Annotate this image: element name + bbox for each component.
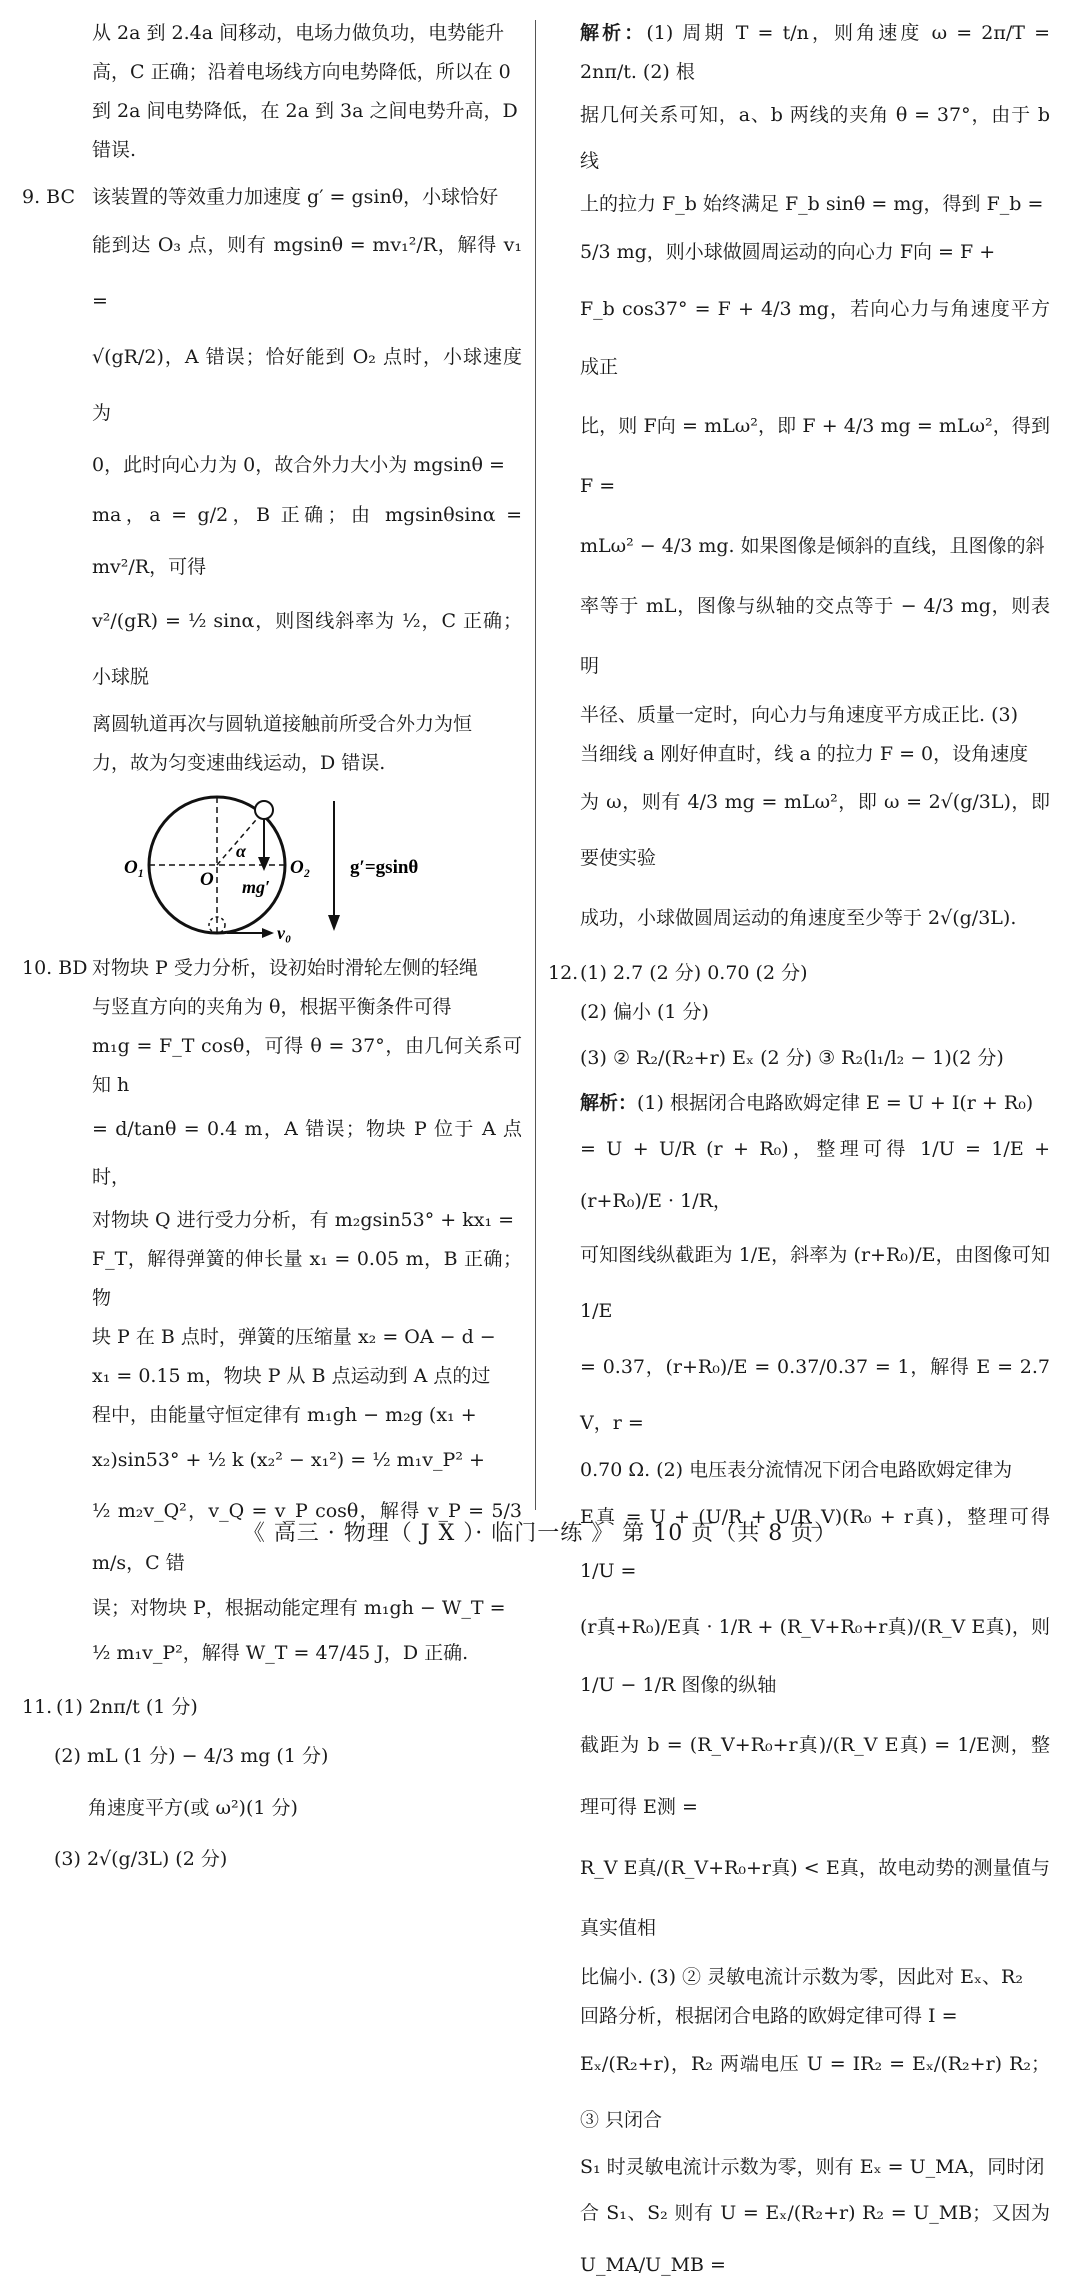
analysis-label: 解析： [580,1092,638,1114]
label-o: O [200,869,214,890]
text-line: 上的拉力 F_b 始终满足 F_b sinθ = mg，得到 F_b = [580,193,1044,215]
text-line: 程中，由能量守恒定律有 m₁gh − m₂g (x₁ + [92,1404,477,1426]
text-line: ma，a = g/2，B 正确；由 mgsinθsinα = mv²/R，可得 [92,504,522,578]
text-line: = 0.37，(r+R₀)/E = 0.37/0.37 = 1，解得 E = 2.7 V，r = [580,1356,1050,1434]
question-number: 10. BD [22,957,88,979]
answer-line: (2) 偏小 (1 分) [580,1001,709,1023]
label-g-equivalent: g′=gsinθ [350,857,419,878]
text-line: 块 P 在 B 点时，弹簧的压缩量 x₂ = OA − d − [92,1326,496,1348]
label-mg: mg′ [242,877,271,897]
text-line: 据几何关系可知，a、b 两线的夹角 θ = 37°，由于 b 线 [580,104,1050,172]
text-line: 合 S₁、S₂ 则有 U = Eₓ/(R₂+r) R₂ = U_MB；又因为 U_MA/U_MB = [580,2202,1050,2276]
q12-analysis [548,1084,1050,2291]
text-line: F_b cos37° = F + 4/3 mg，若向心力与角速度平方成正 [580,298,1050,378]
q10-block [22,949,522,1678]
text-line: Eₓ/(R₂+r)，R₂ 两端电压 U = IR₂ = Eₓ/(R₂+r) R₂；③ 只闭合 [580,2053,1050,2131]
text-line: 比偏小. (3) ② 灵敏电流计示数为零，因此对 Eₓ、R₂ [580,1966,1023,1988]
text-line: 对物块 P 受力分析，设初始时滑轮左侧的轻绳 [92,957,478,979]
circle-track-figure [112,793,532,943]
text-line: 错误. [92,139,137,161]
question-number: 9. BC [22,186,76,208]
answer-line: 角速度平方(或 ω²)(1 分) [88,1797,298,1819]
question-number: 12. [548,962,579,984]
q11-analysis [548,14,1050,950]
text-line: 可知图线纵截距为 1/E，斜率为 (r+R₀)/E，由图像可知 1/E [580,1244,1050,1322]
text-line: = U + U/R (r + R₀)，整理可得 1/U = 1/E + (r+R₀)/E · 1/R， [580,1138,1050,1212]
text-line: 半径、质量一定时，向心力与角速度平方成正比. (3) [580,704,1018,726]
text-line: 为 ω，则有 4/3 mg = mLω²，即 ω = 2√(g/3L)，即要使实验 [580,791,1050,869]
answer-line: (1) 2.7 (2 分) 0.70 (2 分) [580,962,808,984]
text-line: (1) 周期 T = t/n，则角速度 ω = 2π/T = 2nπ/t. (2) 根 [580,22,1050,83]
text-line: 到 2a 间电势降低，在 2a 到 3a 之间电势升高，D [92,100,518,122]
text-line: x₂)sin53° + ½ k (x₂² − x₁²) = ½ m₁v_P² + [92,1449,485,1471]
text-line: x₁ = 0.15 m，物块 P 从 B 点运动到 A 点的过 [92,1365,491,1387]
left-column [22,14,522,1887]
answer-line: (2) mL (1 分) − 4/3 mg (1 分) [54,1745,329,1767]
text-line: 回路分析，根据闭合电路的欧姆定律可得 I = [580,2005,958,2027]
text-line: 当细线 a 刚好伸直时，线 a 的拉力 F = 0，设角速度 [580,743,1029,765]
q12-block [548,954,1050,2291]
text-line: √(gR/2)，A 错误；恰好能到 O₂ 点时，小球速度为 [92,346,522,424]
question-number: 11. [22,1696,53,1718]
q8-continuation [22,14,522,170]
answer-line: (3) 2√(g/3L) (2 分) [54,1848,228,1870]
text-line: ½ m₁v_P²，解得 W_T = 47/45 J，D 正确. [92,1642,469,1664]
text-line: 力，故为匀变速曲线运动，D 错误. [92,752,386,774]
text-line: 误；对物块 P，根据动能定理有 m₁gh − W_T = [92,1597,506,1619]
q9-block [22,178,522,783]
answer-line: (3) ② R₂/(R₂+r) Eₓ (2 分) ③ R₂(l₁/l₂ − 1)(2 分) [580,1047,1004,1069]
circle-diagram [112,793,532,943]
text-line: 离圆轨道再次与圆轨道接触前所受合外力为恒 [92,713,473,735]
text-line: 从 2a 到 2.4a 间移动，电场力做负功，电势能升 [92,22,505,44]
label-v0: v₀ [277,923,292,943]
text-line: (1) 根据闭合电路欧姆定律 E = U + I(r + R₀) [637,1092,1034,1114]
text-line: S₁ 时灵敏电流计示数为零，则有 Eₓ = U_MA，同时闭 [580,2156,1045,2178]
text-line: 比，则 F向 = mLω²，即 F + 4/3 mg = mLω²，得到 F = [580,415,1050,497]
text-line: E真 = U + (U/R + U/R_V)(R₀ + r真)，整理可得 1/U = [580,1506,1050,1582]
text-line: mLω² − 4/3 mg. 如果图像是倾斜的直线，且图像的斜 [580,535,1045,557]
text-line: ½ m₂v_Q²，v_Q = v_P cosθ，解得 v_P = 5/3 m/s，C 错 [92,1500,522,1574]
text-line: 0.70 Ω. (2) 电压表分流情况下闭合电路欧姆定律为 [580,1459,1013,1481]
text-line: = d/tanθ = 0.4 m，A 错误；物块 P 位于 A 点时， [92,1118,522,1188]
label-o2: O₂ [290,857,311,878]
q11-answers [22,1688,522,1887]
text-line: 高，C 正确；沿着电场线方向电势降低，所以在 0 [92,61,511,83]
answer-line: (1) 2nπ/t (1 分) [56,1696,198,1718]
text-line: 5/3 mg，则小球做圆周运动的向心力 F向 = F + [580,241,996,263]
text-line: 该装置的等效重力加速度 g′ = gsinθ，小球恰好 [92,186,499,208]
right-column [548,14,1050,2291]
text-line: 截距为 b = (R_V+R₀+r真)/(R_V E真) = 1/E测，整理可得 E测 = [580,1734,1050,1818]
text-line: F_T，解得弹簧的伸长量 x₁ = 0.05 m，B 正确；物 [92,1248,522,1309]
text-line: 0，此时向心力为 0，故合外力大小为 mgsinθ = [92,454,505,476]
analysis-label: 解析： [580,22,647,44]
label-o1: O₁ [124,857,145,878]
text-line: m₁g = F_T cosθ，可得 θ = 37°，由几何关系可知 h [92,1035,522,1096]
text-line: (r真+R₀)/E真 · 1/R + (R_V+R₀+r真)/(R_V E真)，则 1/U − 1/R 图像的纵轴 [580,1616,1050,1696]
text-line: R_V E真/(R_V+R₀+r真) < E真，故电动势的测量值与真实值相 [580,1857,1050,1939]
page-footer: 《 高三 · 物理（ J X ）· 临门一练 》 第 10 页（共 8 页） [242,1521,838,1546]
text-line: v²/(gR) = ½ sinα，则图线斜率为 ½，C 正确；小球脱 [92,610,522,688]
column-divider [535,20,536,1510]
text-line: 成功，小球做圆周运动的角速度至少等于 2√(g/3L). [580,907,1017,929]
text-line: 与竖直方向的夹角为 θ，根据平衡条件可得 [92,996,452,1018]
text-line: 对物块 Q 进行受力分析，有 m₂gsin53° + kx₁ = [92,1209,515,1231]
text-line: 率等于 mL，图像与纵轴的交点等于 − 4/3 mg，则表明 [580,595,1050,677]
label-alpha: α [236,841,246,861]
text-line: 能到达 O₃ 点，则有 mgsinθ = mv₁²/R，解得 v₁ = [92,234,522,312]
